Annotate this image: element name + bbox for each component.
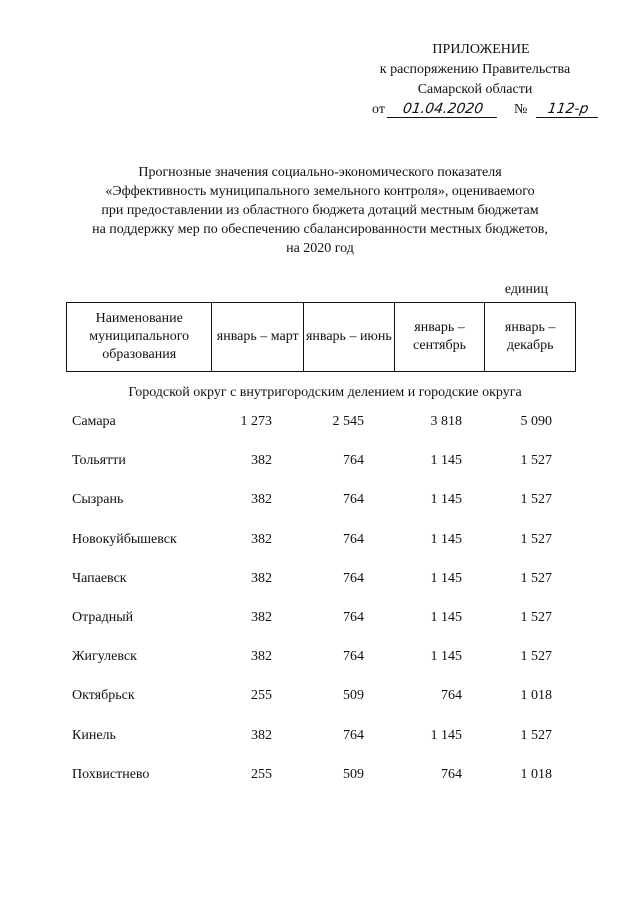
row-value-q1: 382: [251, 492, 272, 508]
row-name: Октябрьск: [72, 688, 135, 704]
document-title-line: «Эффективность муниципального земельного контроля», оцениваемого: [105, 184, 535, 199]
row-value-year: 1 527: [520, 570, 552, 586]
row-value-q1: 382: [251, 727, 272, 743]
row-value-h1: 764: [343, 649, 364, 665]
row-value-9m: 1 145: [430, 727, 462, 743]
table-row: [72, 610, 592, 649]
row-value-9m: 1 145: [430, 492, 462, 508]
row-name: Чапаевск: [72, 570, 127, 586]
row-name: Кинель: [72, 727, 116, 743]
header-9m: январь – сентябрь: [395, 303, 486, 371]
row-name: Новокуйбышевск: [72, 531, 177, 547]
row-value-q1: 382: [251, 453, 272, 469]
row-value-9m: 1 145: [430, 570, 462, 586]
header-year: январь – декабрь: [504, 320, 556, 353]
row-value-year: 1 527: [520, 453, 552, 469]
row-value-h1: 764: [343, 531, 364, 547]
units-label: единиц: [504, 282, 548, 297]
table-row: [72, 767, 592, 806]
table-body: [72, 414, 592, 806]
row-name: Тольятти: [72, 453, 126, 469]
row-value-year: 1 018: [520, 766, 552, 782]
table-row: [72, 492, 592, 531]
header-municipality: Наименование муниципального образования: [67, 303, 212, 371]
appendix-header: [360, 40, 590, 100]
row-value-q1: 1 273: [240, 414, 272, 429]
row-name: Похвистнево: [72, 766, 150, 782]
row-value-h1: 764: [343, 453, 364, 469]
order-number-label: №: [513, 102, 528, 117]
document-title-line: при предоставлении из областного бюджета дотаций местным бюджетам: [101, 203, 539, 218]
row-value-h1: 509: [343, 688, 364, 704]
section-title: Городской округ с внутригородским делением и городские округа: [128, 385, 522, 400]
header-h1: январь – июнь: [304, 303, 395, 371]
row-value-year: 1 527: [520, 492, 552, 508]
row-value-h1: 764: [343, 727, 364, 743]
row-value-year: 5 090: [520, 414, 552, 429]
row-value-9m: 3 818: [430, 414, 462, 429]
row-value-q1: 382: [251, 531, 272, 547]
order-date: 01.04.2020: [387, 101, 499, 118]
document-title-line: на поддержку мер по обеспечению сбалансированности местных бюджетов,: [92, 222, 548, 237]
row-value-9m: 764: [441, 688, 462, 704]
row-value-q1: 255: [251, 766, 272, 782]
table-header: [66, 302, 576, 372]
table-row: [72, 688, 592, 727]
order-reference: [372, 101, 599, 118]
row-name: Жигулевск: [72, 649, 137, 665]
row-value-h1: 2 545: [332, 414, 364, 429]
order-prefix: от: [372, 102, 385, 117]
order-number: 112-р: [536, 101, 600, 118]
row-name: Сызрань: [72, 492, 124, 508]
row-name: Отрадный: [72, 609, 134, 625]
row-value-9m: 1 145: [430, 453, 462, 469]
appendix-line-1: к распоряжению Правительства: [379, 62, 571, 77]
appendix-title: ПРИЛОЖЕНИЕ: [432, 42, 530, 57]
appendix-line-2: Самарской области: [417, 82, 533, 97]
document-title: [60, 163, 580, 258]
row-value-9m: 1 145: [430, 649, 462, 665]
row-value-year: 1 527: [520, 609, 552, 625]
table-row: [72, 532, 592, 571]
row-value-year: 1 527: [520, 531, 552, 547]
row-value-year: 1 018: [520, 688, 552, 704]
row-value-q1: 382: [251, 649, 272, 665]
document-title-line: на 2020 год: [286, 241, 354, 256]
row-value-h1: 509: [343, 766, 364, 782]
row-value-h1: 764: [343, 492, 364, 508]
row-value-h1: 764: [343, 570, 364, 586]
row-name: Самара: [72, 414, 116, 429]
table-row: [72, 649, 592, 688]
table-row: [72, 571, 592, 610]
row-value-year: 1 527: [520, 727, 552, 743]
table-row: [72, 453, 592, 492]
document-title-line: Прогнозные значения социально-экономического показателя: [138, 165, 502, 180]
table-row: [72, 728, 592, 767]
table-row: [72, 414, 592, 453]
row-value-q1: 255: [251, 688, 272, 704]
row-value-9m: 1 145: [430, 609, 462, 625]
row-value-year: 1 527: [520, 649, 552, 665]
row-value-9m: 1 145: [430, 531, 462, 547]
row-value-q1: 382: [251, 570, 272, 586]
row-value-9m: 764: [441, 766, 462, 782]
row-value-h1: 764: [343, 609, 364, 625]
header-q1: январь – март: [212, 303, 304, 371]
row-value-q1: 382: [251, 609, 272, 625]
